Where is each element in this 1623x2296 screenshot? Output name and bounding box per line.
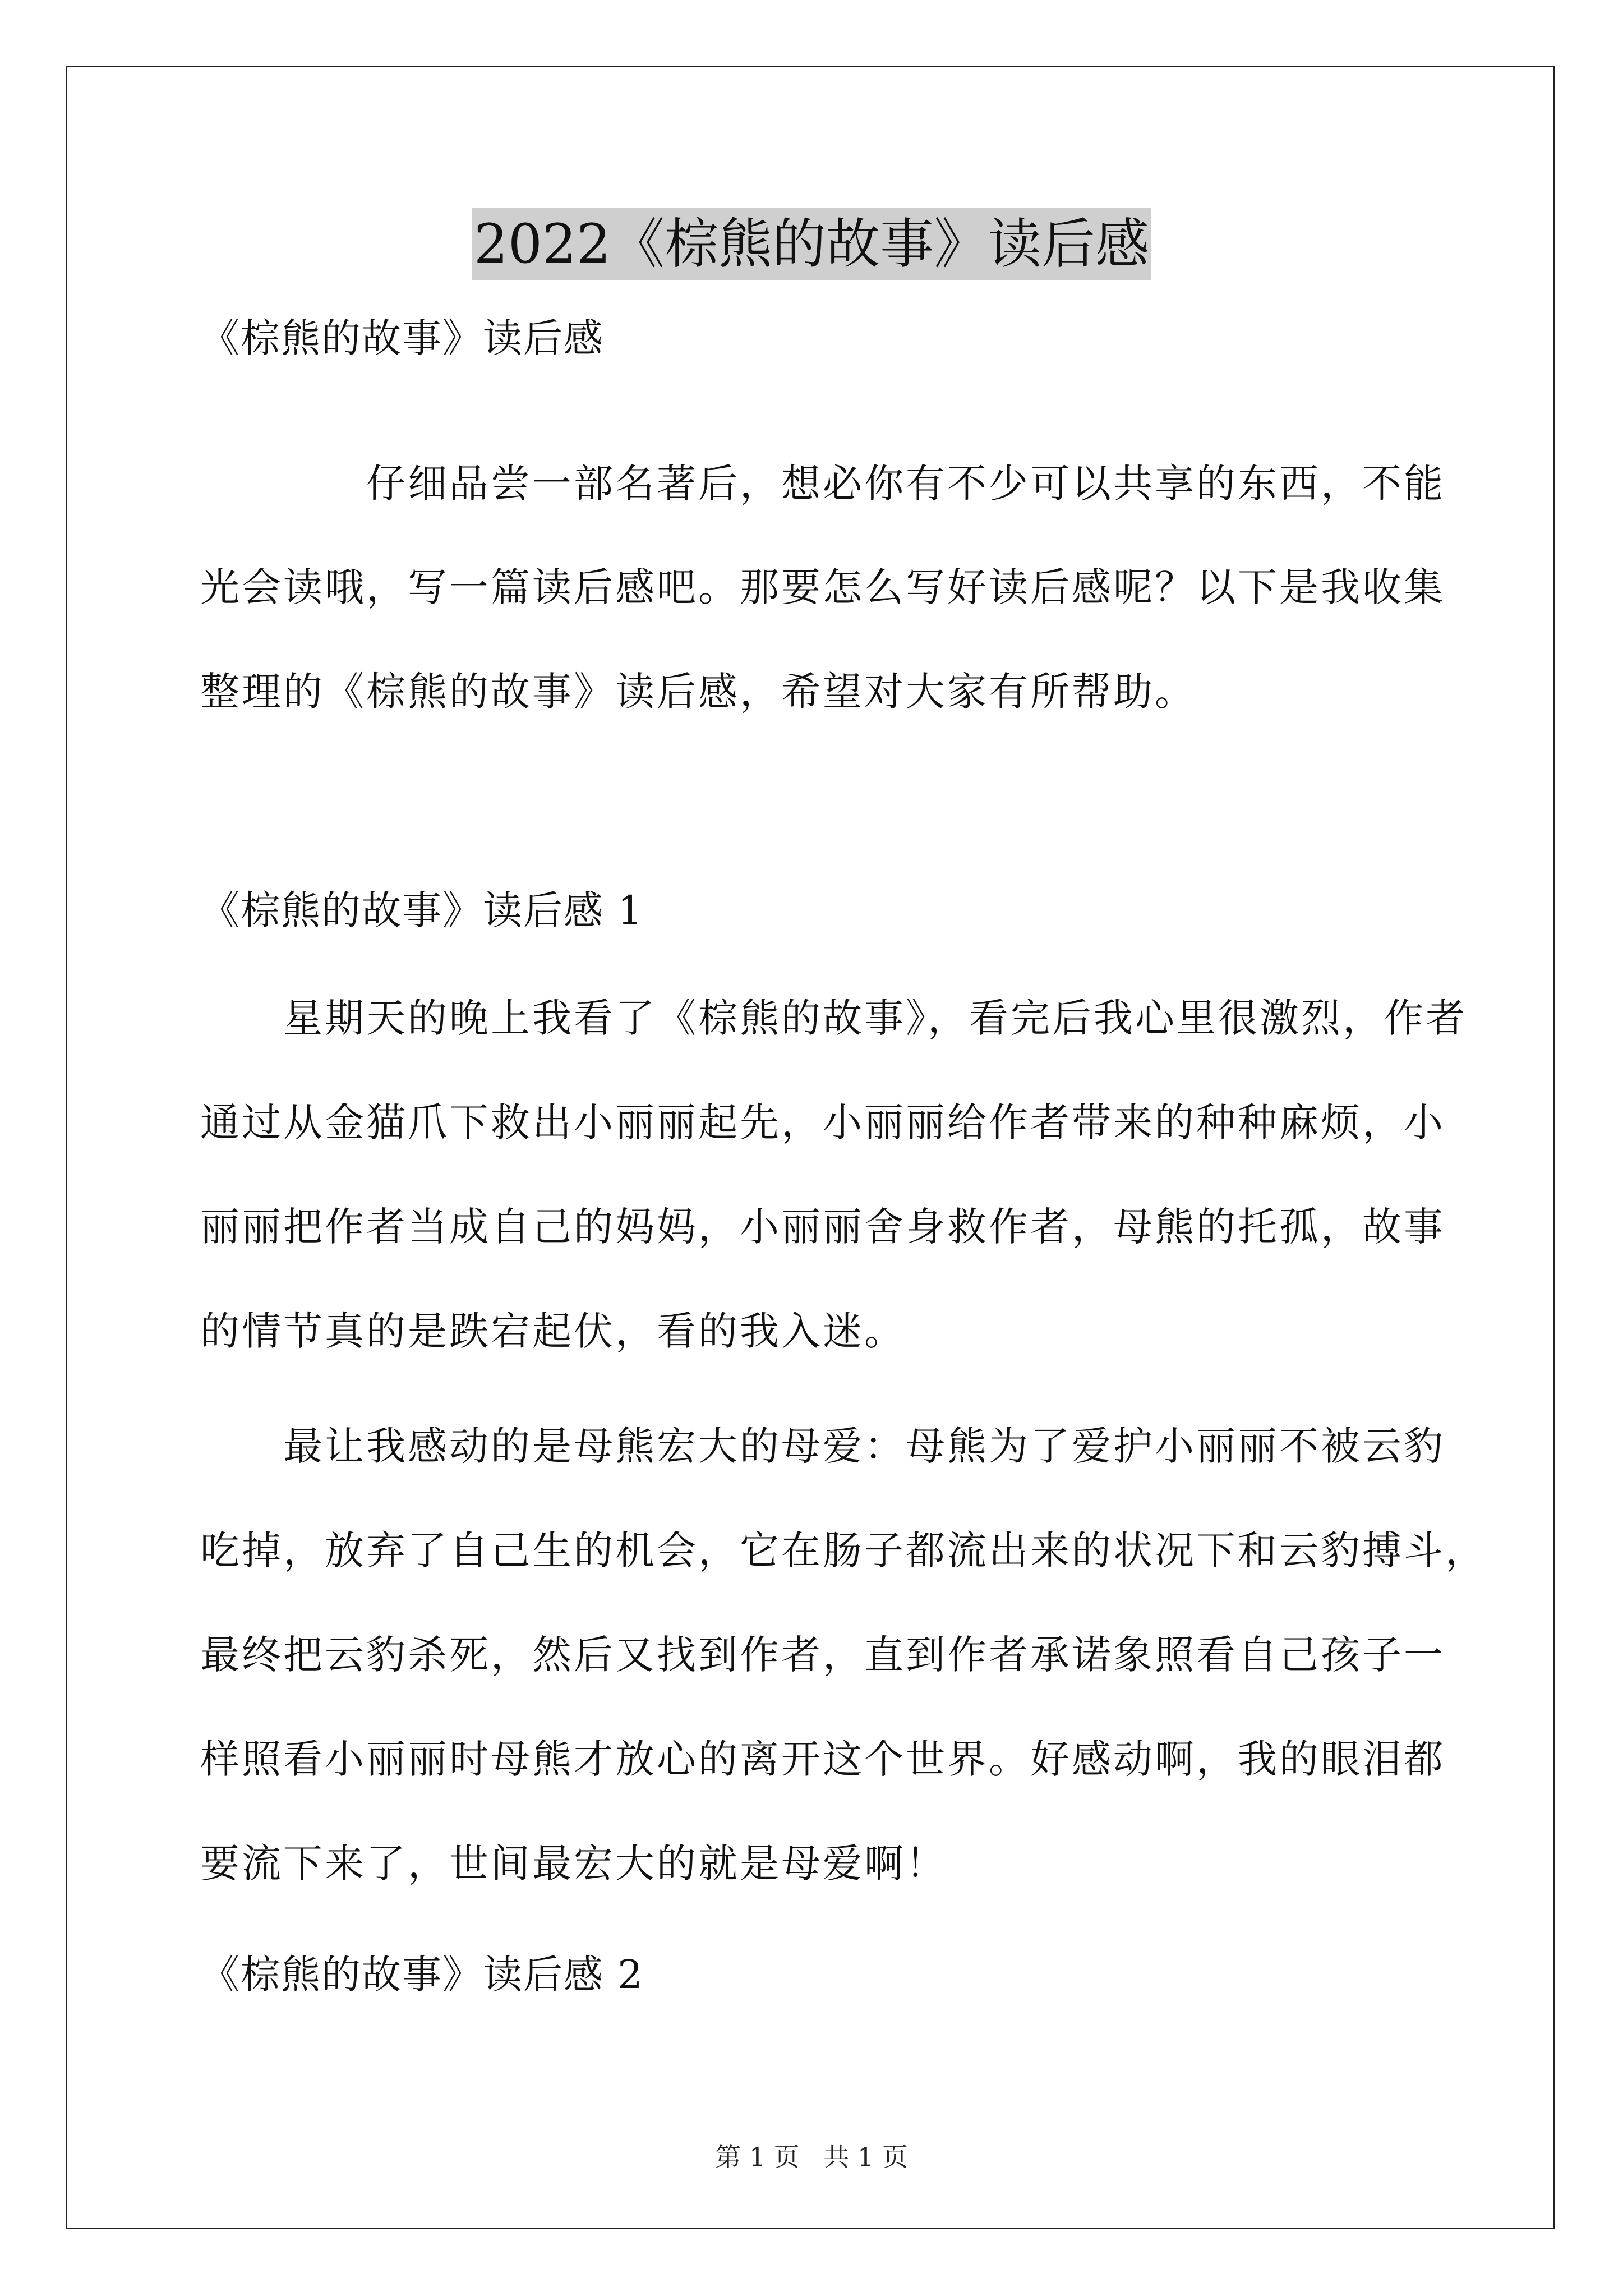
subtitle: 《棕熊的故事》读后感 (200, 315, 604, 361)
section1-para1-line: 通过从金猫爪下救出小丽丽起先，小丽丽给作者带来的种种麻烦，小 (200, 1099, 1445, 1145)
section1-para2-line: 最让我感动的是母熊宏大的母爱：母熊为了爱护小丽丽不被云豹 (200, 1423, 1445, 1469)
page-footer (0, 2143, 1623, 2171)
page-number: 第 1 页 (715, 2142, 800, 2172)
section1-para2-line: 样照看小丽丽时母熊才放心的离开这个世界。好感动啊，我的眼泪都 (200, 1736, 1445, 1782)
intro-line: 仔细品尝一部名著后，想必你有不少可以共享的东西，不能 (200, 461, 1445, 507)
section1-para2-line: 最终把云豹杀死，然后又找到作者，直到作者承诺象照看自己孩子一 (200, 1632, 1445, 1678)
intro-line: 光会读哦，写一篇读后感吧。那要怎么写好读后感呢？以下是我收集 (200, 564, 1445, 610)
section1-para1-line: 丽丽把作者当成自己的妈妈，小丽丽舍身救作者，母熊的托孤，故事 (200, 1204, 1445, 1250)
title-wrap (0, 208, 1623, 280)
section1-para1-line: 星期天的晚上我看了《棕熊的故事》，看完后我心里很激烈，作者 (200, 995, 1467, 1041)
section1-para2-line: 要流下来了，世间最宏大的就是母爱啊！ (200, 1841, 947, 1887)
intro-line: 整理的《棕熊的故事》读后感，希望对大家有所帮助。 (200, 669, 1196, 715)
page-border (66, 66, 1555, 2229)
section1-heading: 《棕熊的故事》读后感 1 (200, 887, 644, 933)
page-total: 共 1 页 (823, 2142, 908, 2172)
document-title: 2022《棕熊的故事》读后感 (472, 208, 1151, 280)
section2-heading: 《棕熊的故事》读后感 2 (200, 1952, 644, 1998)
section1-para2-line: 吃掉，放弃了自己生的机会，它在肠子都流出来的状况下和云豹搏斗， (200, 1527, 1487, 1573)
section1-para1-line: 的情节真的是跌宕起伏，看的我入迷。 (200, 1308, 906, 1354)
